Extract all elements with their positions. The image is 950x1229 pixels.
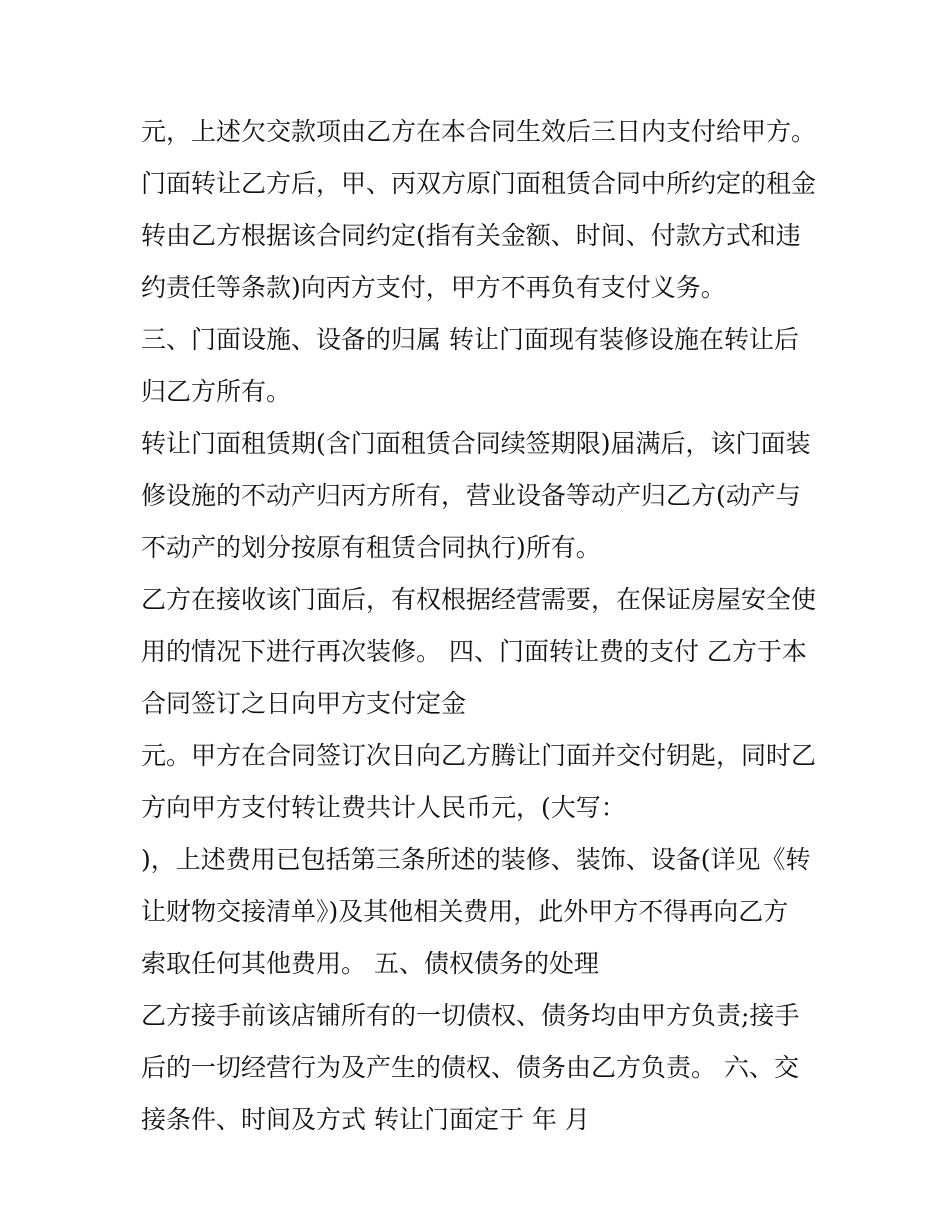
text-line: 合同签订之日向甲方支付定金: [141, 689, 467, 718]
text-line: 约责任等条款)向丙方支付，甲方不再负有支付义务。: [141, 273, 726, 302]
contract-text: [141, 106, 821, 1146]
text-line: 乙方接手前该店铺所有的一切债权、债务均由甲方负责;接手: [141, 1001, 800, 1030]
section-heading-line: 用的情况下进行再次装修。 四、门面转让费的支付 乙方于本: [141, 637, 807, 666]
text-line: 元，上述欠交款项由乙方在本合同生效后三日内支付给甲方。: [141, 117, 817, 146]
text-line: 方向甲方支付转让费共计人民币元，(大写：: [141, 793, 626, 822]
text-line: )，上述费用已包括第三条所述的装修、装饰、设备(详见《转: [141, 845, 811, 874]
text-line: 转由乙方根据该合同约定(指有关金额、时间、付款方式和违: [141, 221, 801, 250]
text-line: 归乙方所有。: [141, 377, 292, 406]
text-line: 修设施的不动产归丙方所有，营业设备等动产归乙方(动产与: [141, 481, 801, 510]
text-line: 元。甲方在合同签订次日向乙方腾让门面并交付钥匙，同时乙: [141, 741, 817, 770]
text-line: 接条件、时间及方式 转让门面定于 年 月: [141, 1105, 590, 1134]
text-line: 乙方在接收该门面后，有权根据经营需要，在保证房屋安全使: [141, 585, 817, 614]
section-heading-line: 后的一切经营行为及产生的债权、债务由乙方负责。 六、交: [141, 1053, 799, 1082]
text-line: 不动产的划分按原有租赁合同执行)所有。: [141, 533, 601, 562]
text-line: 转让门面租赁期(含门面租赁合同续签期限)届满后，该门面装: [141, 429, 811, 458]
text-line: 门面转让乙方后，甲、丙双方原门面租赁合同中所约定的租金: [141, 169, 817, 198]
section-heading-line: 三、门面设施、设备的归属 转让门面现有装修设施在转让后: [141, 325, 799, 354]
text-line: 让财物交接清单》)及其他相关费用，此外甲方不得再向乙方: [141, 897, 789, 926]
section-heading-line: 索取任何其他费用。 五、债权债务的处理: [141, 949, 599, 978]
